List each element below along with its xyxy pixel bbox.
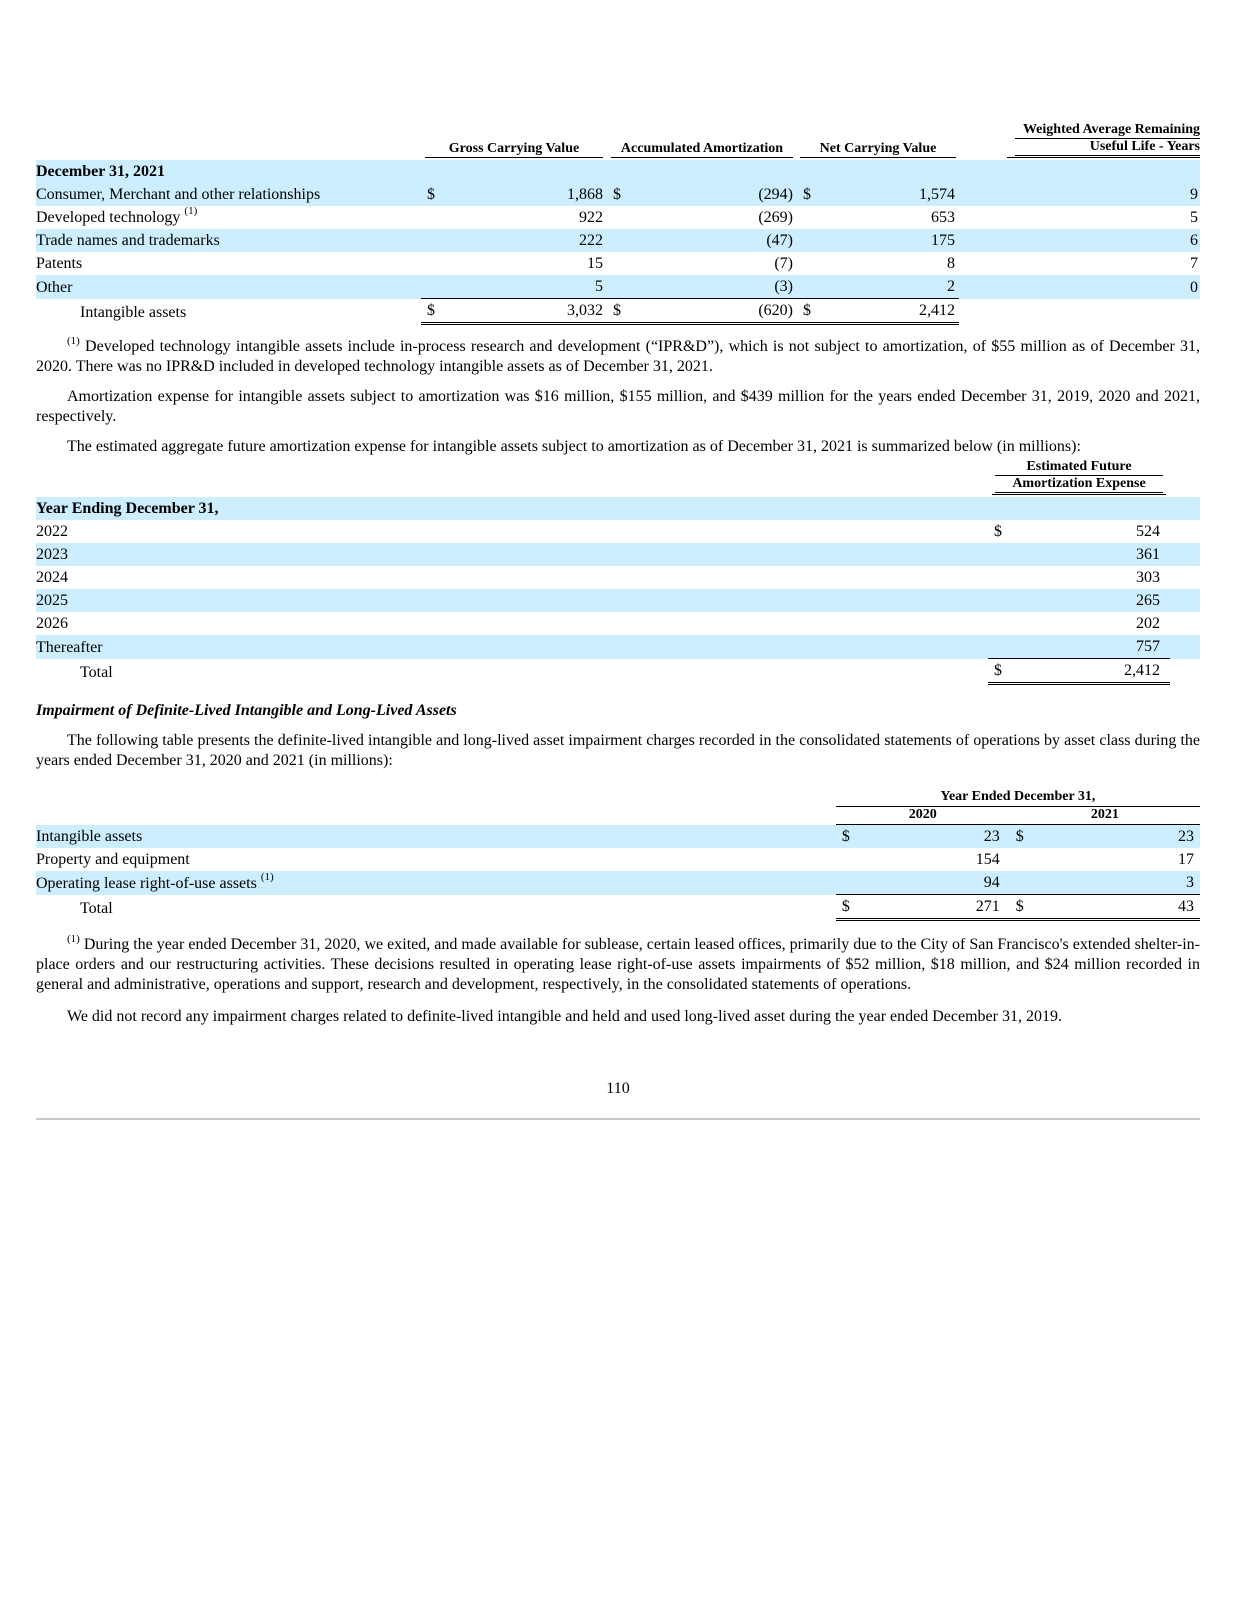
table-row [36,229,1200,252]
total-row: Total $ 2,412 [36,659,1200,684]
useful-life-value: 0 [959,275,1200,299]
table-row [36,848,1200,871]
currency-symbol [836,848,867,871]
currency-symbol: $ [421,183,447,206]
currency-symbol [797,206,823,229]
table-row [36,543,1200,566]
gross-value: 15 [587,255,603,272]
header-estimated-future: Estimated Future Amortization Expense [992,459,1167,495]
currency-symbol [1010,871,1041,895]
useful-life-value: 5 [1190,209,1199,226]
gross-value: 222 [447,229,607,252]
table-row [36,252,1200,275]
net-value: 175 [823,229,959,252]
future-amortization-table [36,459,1200,685]
amortization-value: 202 [1136,615,1161,632]
currency-symbol [607,252,633,275]
row-label: 2023 [36,543,988,566]
currency-symbol [988,612,1018,635]
currency-symbol [607,229,633,252]
currency-symbol [836,871,867,895]
intangible-assets-table [36,122,1200,325]
section-row: December 31, 2021 [36,160,1200,183]
table-header-row [36,459,1200,497]
paragraph-amortization: Amortization expense for intangible assets subject to amortization was $16 million, $155 million, and $439 million for the years ended December 31, 2019, 2020 and 2021, respectively. [36,388,1200,425]
row-label: Developed technology $^{(1)}$ [36,205,198,226]
row-label: Intangible assets [36,825,836,849]
table-row [36,206,1200,229]
value-2021: 17 [1178,851,1194,868]
table-row [36,520,1200,543]
accumulated-value: (7) [774,255,793,272]
paragraph-no-impairment: We did not record any impairment charges related to definite-lived intangible and held and used long-lived asset during the year ended December 31, 2019. [67,1008,1062,1025]
gross-value: 5 [447,275,607,299]
value-2021: 23 [1040,825,1200,849]
table-header-group-row [36,789,1200,807]
table-header-row [36,122,1200,160]
currency-symbol [988,635,1018,659]
row-label: Trade names and trademarks [36,229,421,252]
currency-symbol [988,543,1018,566]
net-value: 653 [931,209,956,226]
row-label: 2022 [36,523,68,540]
accumulated-value: (294) [633,183,797,206]
row-label: Patents [36,255,83,272]
currency-symbol [421,275,447,299]
row-label: 2024 [36,569,68,586]
impairment-heading: Impairment of Definite-Lived Intangible and Long-Lived Assets [36,702,457,719]
currency-symbol: $ [1010,825,1041,849]
row-label: Operating lease right-of-use assets $^{(1)}$ [36,871,836,895]
useful-life-value: 7 [1190,255,1199,272]
amortization-value: 361 [1018,543,1170,566]
currency-symbol: $ [607,183,633,206]
row-label: Property and equipment [36,851,190,868]
value-2021: 3 [1040,871,1200,895]
row-label: 2026 [36,615,68,632]
document-page [36,118,1200,1099]
currency-symbol [421,252,447,275]
currency-symbol [988,566,1018,589]
header-accumulated: Accumulated Amortization [611,141,793,158]
table-row [36,589,1200,612]
row-label: Consumer, Merchant and other relationships [36,183,421,206]
table-row [36,275,1200,299]
table-row [36,612,1200,635]
footnote-1: $^{(1)}$ Developed technology intangible assets include in-process research and development (“IPR&D”), which is not subject to amortization, of $55 million as of December 31, 2020. There was no IPR&D included in developed technology intangible assets as of December 31, 2021. [36,335,1200,375]
currency-symbol [1010,848,1041,871]
row-label: Thereafter [36,635,988,659]
currency-symbol [797,229,823,252]
total-row: Total $ 271 $ 43 [36,895,1200,920]
accumulated-value: (47) [633,229,797,252]
currency-symbol [988,589,1018,612]
spacer-cell [1170,589,1200,612]
currency-symbol [421,206,447,229]
header-weighted-life: Weighted Average Remaining Useful Life - Years [1007,122,1200,158]
currency-symbol [797,252,823,275]
value-2020: 94 [867,871,1010,895]
value-2020: 23 [867,825,1010,849]
spacer-cell [1170,635,1200,659]
currency-symbol [421,229,447,252]
spacer-cell [1170,520,1200,543]
amortization-value: 757 [1018,635,1170,659]
currency-symbol: $ [836,825,867,849]
row-label: Other [36,275,421,299]
net-value: 8 [947,255,956,272]
net-value: 1,574 [823,183,959,206]
header-2021: 2021 [1010,807,1200,825]
accumulated-value: (269) [758,209,793,226]
gross-value: 1,868 [447,183,607,206]
header-year-ended: Year Ended December 31, [836,789,1200,807]
page-number: 110 [606,1080,630,1097]
table-row [36,183,1200,206]
currency-symbol [797,275,823,299]
table-header-row [36,807,1200,825]
currency-symbol [607,275,633,299]
value-2020: 154 [975,851,1000,868]
page-divider [36,1118,1200,1120]
table-row [36,566,1200,589]
net-value: 2 [823,275,959,299]
header-gross: Gross Carrying Value [425,141,604,158]
currency-symbol: $ [994,523,1002,540]
total-row: Intangible assets $ 3,032 $ (620) $ 2,412 [36,299,1200,324]
table-row [36,635,1200,659]
spacer-cell [1170,566,1200,589]
useful-life-value: 6 [959,229,1200,252]
table-row [36,871,1200,895]
section-row: Year Ending December 31, [36,497,1200,520]
currency-symbol [607,206,633,229]
impairment-table [36,789,1200,921]
header-2020: 2020 [836,807,1010,825]
accumulated-value: (3) [633,275,797,299]
paragraph-future: The estimated aggregate future amortization expense for intangible assets subject to amortization as of December 31, 2021 is summarized below (in millions): [67,438,1081,455]
currency-symbol: $ [797,183,823,206]
footnote-2: $^{(1)}$ During the year ended December 31, 2020, we exited, and made available for sublease, certain leased offices, primarily due to the City of San Francisco's extended shelter-in-place orders and our restructuring activities. These decisions resulted in operating lease right-of-use assets impairments of $52 million, $18 million, and $24 million recorded in general and administrative, operations and support, research and development, respectively, in the consolidated statements of operations. [36,933,1200,993]
table-row [36,825,1200,849]
spacer-cell [1170,612,1200,635]
amortization-value: 303 [1136,569,1161,586]
header-net: Net Carrying Value [800,141,956,158]
amortization-value: 265 [1018,589,1170,612]
amortization-value: 524 [1136,523,1161,540]
useful-life-value: 9 [959,183,1200,206]
row-label: 2025 [36,589,988,612]
paragraph-impairment: The following table presents the definite-lived intangible and long-lived asset impairment charges recorded in the consolidated statements of operations by asset class during the years ended December 31, 2020 and 2021 (in millions): [36,732,1200,769]
gross-value: 922 [579,209,603,226]
spacer-cell [1170,543,1200,566]
